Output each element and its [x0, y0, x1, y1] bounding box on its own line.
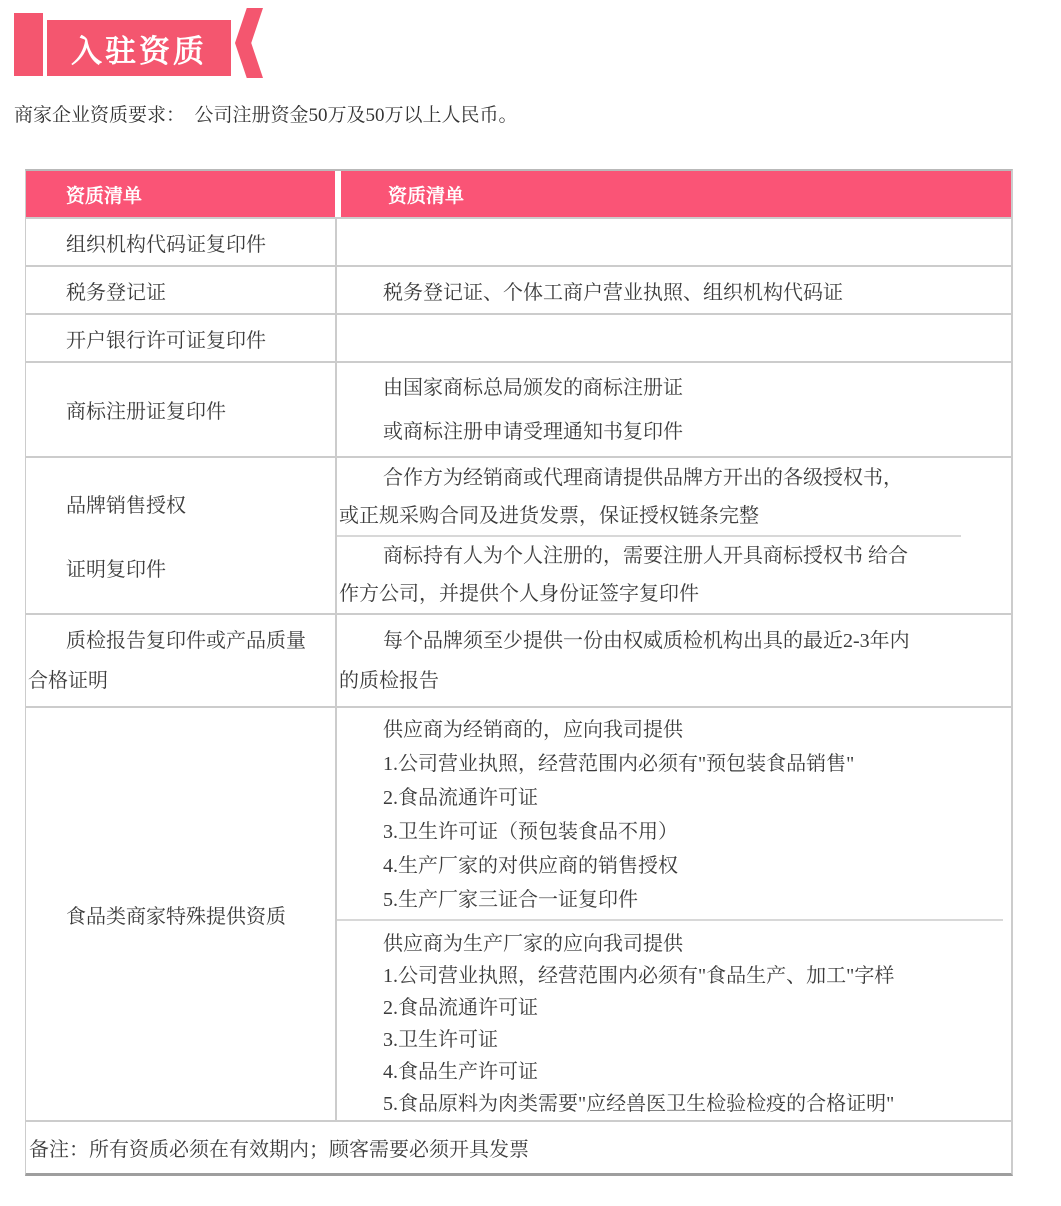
- list-item: 5.生产厂家三证合一证复印件: [383, 889, 638, 911]
- table-row-org-code: [26, 217, 1011, 265]
- requirement-label: 组织机构代码证复印件: [66, 233, 266, 256]
- left-cell: [26, 267, 337, 313]
- requirement-detail-line: 合作方为经销商或代理商请提供品牌方开出的各级授权书，: [383, 467, 903, 489]
- requirement-detail-line: 或正规采购合同及进货发票，保证授权链条完整: [339, 505, 759, 527]
- sub-block-food-distributor: [337, 708, 1011, 919]
- requirement-label-line: 品牌销售授权: [66, 495, 186, 518]
- requirement-label-line: 证明复印件: [66, 558, 166, 581]
- requirement-detail-line: 每个品牌须至少提供一份由权威质检机构出具的最近2-3年内: [383, 629, 910, 652]
- left-cell: [26, 708, 337, 1120]
- list-item: 1.公司营业执照，经营范围内必须有"预包装食品销售": [383, 753, 855, 775]
- right-cell: [337, 458, 1011, 613]
- requirement-detail: 税务登记证、个体工商户营业执照、组织机构代码证: [383, 281, 843, 304]
- table-row-bank-permit: [26, 313, 1011, 361]
- table-note-row: [26, 1120, 1011, 1173]
- requirement-detail-line: 由国家商标总局颁发的商标注册证: [383, 376, 683, 399]
- table-row-trademark-cert: [26, 361, 1011, 456]
- header-cell-qualification-list-left: 资质清单: [26, 171, 335, 217]
- requirement-label: 商标注册证复印件: [66, 401, 226, 423]
- list-item: 4.生产厂家的对供应商的销售授权: [383, 855, 678, 877]
- left-cell: [26, 219, 337, 265]
- list-item: 4.食品生产许可证: [383, 1061, 538, 1083]
- requirement-label-line: 质检报告复印件或产品质量: [66, 629, 306, 652]
- right-cell-empty: [337, 315, 1011, 361]
- ribbon-left-fold: [14, 13, 43, 76]
- page-title: 入驻资质: [47, 20, 231, 76]
- requirement-label: 税务登记证: [66, 281, 166, 304]
- right-cell: [337, 267, 1011, 313]
- qualification-table-wrapper: [25, 169, 1013, 1176]
- list-item: 3.卫生许可证（预包装食品不用）: [383, 821, 678, 843]
- right-cell: [337, 363, 1011, 456]
- header-cell-qualification-list-right: 资质清单: [341, 171, 1011, 217]
- requirement-label: 食品类商家特殊提供资质: [66, 905, 286, 928]
- requirement-detail-line: 商标持有人为个人注册的，需要注册人开具商标授权书 给合: [383, 545, 908, 567]
- list-item: 2.食品流通许可证: [383, 997, 538, 1019]
- requirement-detail-line: 或商标注册申请受理通知书复印件: [383, 420, 683, 443]
- qualification-table: [25, 169, 1013, 1176]
- list-item: 供应商为经销商的，应向我司提供: [383, 719, 683, 741]
- table-header-row: [26, 171, 1011, 217]
- right-cell: [337, 708, 1011, 1120]
- ribbon-tail-chevron-icon: [235, 8, 263, 78]
- requirement-label-line: 合格证明: [28, 669, 108, 692]
- intro-text: 商家企业资质要求： 公司注册资金50万及50万以上人民币。: [14, 105, 518, 126]
- list-item: 供应商为生产厂家的应向我司提供: [383, 933, 683, 955]
- right-cell-empty: [337, 219, 1011, 265]
- list-item: 1.公司营业执照，经营范围内必须有"食品生产、加工"字样: [383, 965, 895, 987]
- left-cell: [26, 363, 337, 456]
- list-item: 3.卫生许可证: [383, 1029, 498, 1051]
- table-row-brand-authorization: [26, 456, 1011, 613]
- sub-block-distributor: [337, 458, 1011, 535]
- left-cell: [26, 315, 337, 361]
- note-text: 备注：所有资质必须在有效期内；顾客需要必须开具发票: [29, 1139, 529, 1161]
- left-cell: [26, 458, 337, 613]
- requirement-label: 开户银行许可证复印件: [66, 329, 266, 352]
- sub-block-food-manufacturer: [337, 919, 1003, 1120]
- table-row-tax-registration: [26, 265, 1011, 313]
- requirement-detail-line: 作方公司，并提供个人身份证签字复印件: [339, 583, 699, 605]
- sub-block-personal-trademark: [337, 535, 961, 613]
- requirement-detail-line: 的质检报告: [339, 669, 439, 692]
- section-ribbon-banner: [14, 8, 266, 78]
- table-row-food-merchant: [26, 706, 1011, 1120]
- right-cell: [337, 615, 1011, 706]
- list-item: 2.食品流通许可证: [383, 787, 538, 809]
- list-item: 5.食品原料为肉类需要"应经兽医卫生检验检疫的合格证明": [383, 1093, 895, 1115]
- table-row-quality-report: [26, 613, 1011, 706]
- left-cell: [26, 615, 337, 706]
